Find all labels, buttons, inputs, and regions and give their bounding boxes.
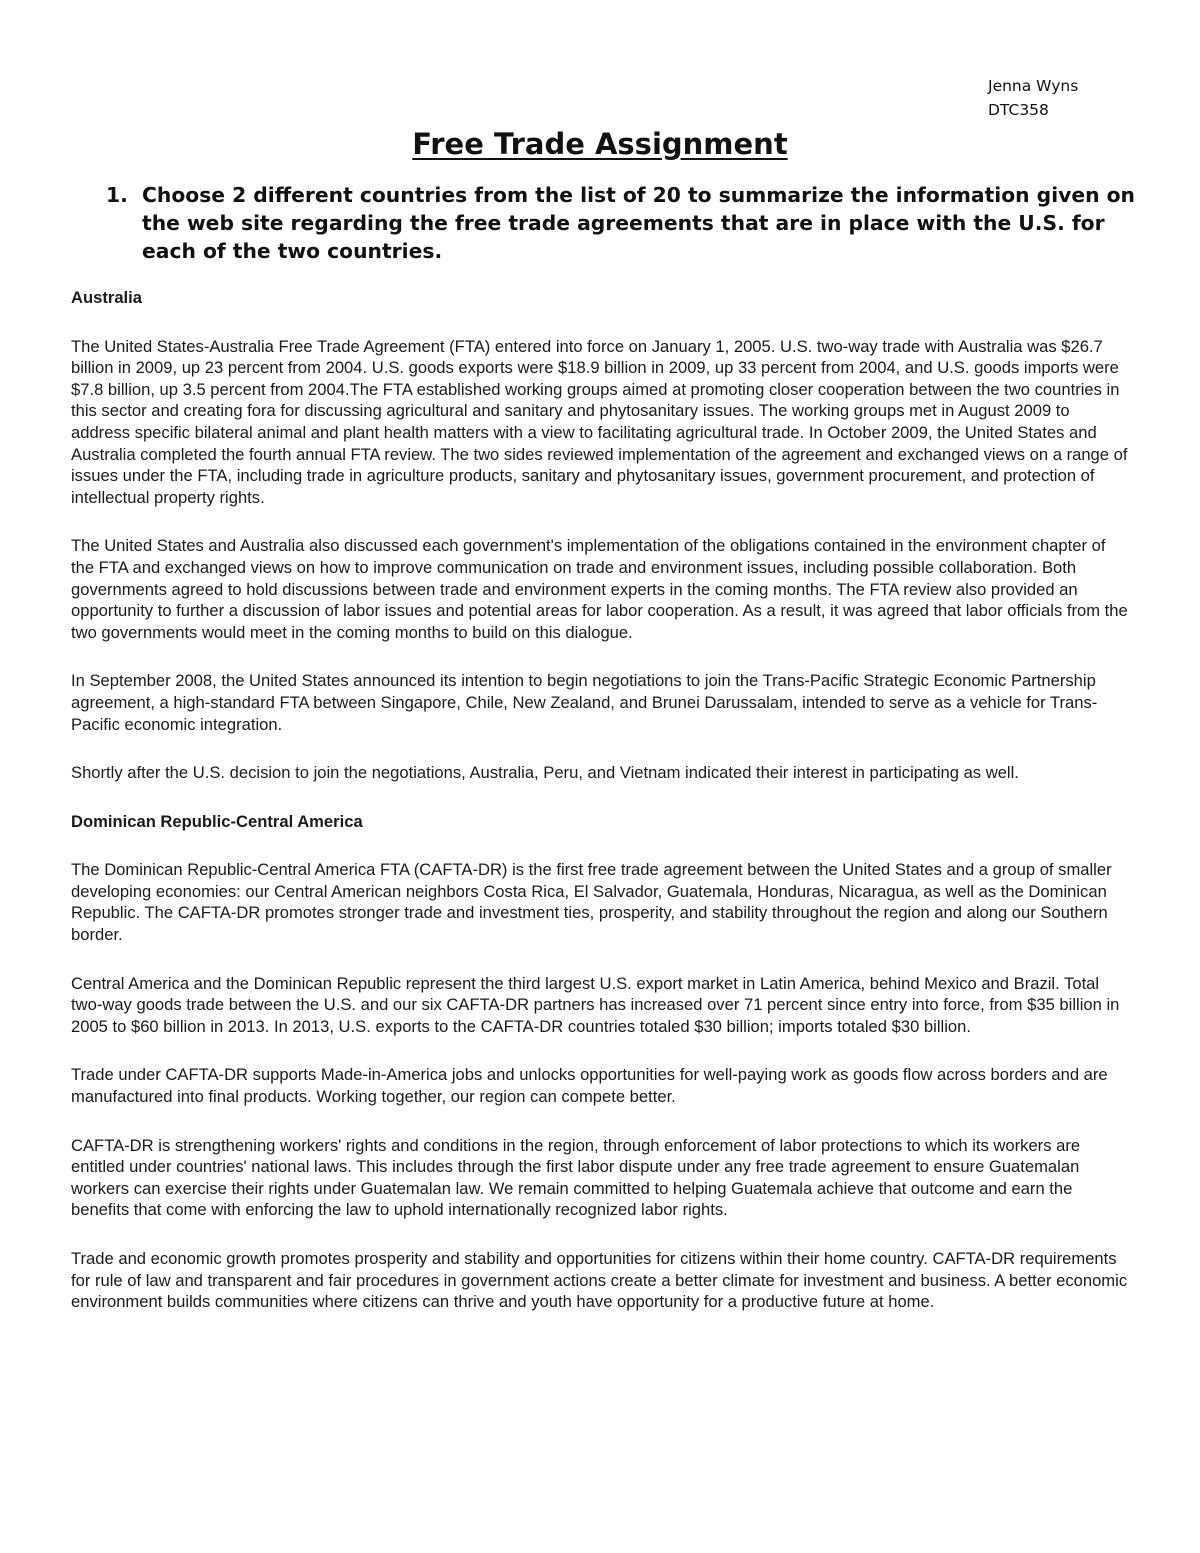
paragraph: Trade under CAFTA-DR supports Made-in-America jobs and unlocks opportunities for well-paying work as goods flow across borders and are manufactured into final products. Working together, our region can compete better.: [71, 1065, 1108, 1107]
course-code: DTC358: [988, 101, 1049, 119]
author-block: [988, 74, 1078, 122]
paragraph: In September 2008, the United States announced its intention to begin negotiations to join the Trans-Pacific Strategic Economic Partnership agreement, a high-standard FTA between Singapore, Chile, New Zealand, and Brunei Darussalam, intended to serve as a vehicle for Trans-Pacific economic integration.: [71, 671, 1098, 734]
paragraph: CAFTA-DR is strengthening workers' rights and conditions in the region, through enforcement of labor protections to which its workers are entitled under countries' national laws. This includes through the first labor dispute under any free trade agreement to ensure Guatemalan workers can exercise their rights under Guatemalan law. We remain committed to helping Guatemala achieve that outcome and earn the benefits that come with enforcing the law to uphold internationally recognized labor rights.: [71, 1135, 1081, 1220]
question-text: Choose 2 different countries from the list of 20 to summarize the information given on the web site regarding the free trade agreements that are in place with the U.S. for each of the two countries.: [142, 183, 1135, 263]
section-heading-cafta-dr: Dominican Republic-Central America: [71, 811, 363, 831]
document-body: [71, 287, 1133, 1313]
paragraph: Shortly after the U.S. decision to join the negotiations, Australia, Peru, and Vietnam indicated their interest in participating as well.: [71, 763, 1019, 783]
question-item: [106, 181, 1146, 265]
paragraph: Central America and the Dominican Republic represent the third largest U.S. export market in Latin America, behind Mexico and Brazil. Total two-way goods trade between the U.S. and our six CAFTA-DR partners has increased over 71 percent since entry into force, from $35 billion in 2005 to $60 billion in 2013. In 2013, U.S. exports to the CAFTA-DR countries totaled $30 billion; imports totaled $30 billion.: [71, 973, 1120, 1036]
paragraph: Trade and economic growth promotes prosperity and stability and opportunities for citizens within their home country. CAFTA-DR requirements for rule of law and transparent and fair procedures in government actions create a better climate for investment and business. A better economic environment builds communities where citizens can thrive and youth have opportunity for a productive future at home.: [71, 1249, 1128, 1312]
paragraph: The Dominican Republic-Central America FTA (CAFTA-DR) is the first free trade agreement between the United States and a group of smaller developing economies: our Central American neighbors Costa Rica, El Salvador, Guatemala, Honduras, Nicaragua, as well as the Dominican Republic. The CAFTA-DR promotes stronger trade and investment ties, prosperity, and stability throughout the region and along our Southern border.: [71, 860, 1112, 945]
paragraph: The United States and Australia also discussed each government's implementation of the obligations contained in the environment chapter of the FTA and exchanged views on how to improve communication on trade and environment issues, including possible collaboration. Both governments agreed to hold discussions between trade and environment experts in the coming months. The FTA review also provided an opportunity to further a discussion of labor issues and potential areas for labor cooperation. As a result, it was agreed that labor officials from the two governments would meet in the coming months to build on this dialogue.: [71, 536, 1128, 642]
author-name: Jenna Wyns: [988, 77, 1079, 95]
section-heading-australia: Australia: [71, 288, 143, 307]
page-title: Free Trade Assignment: [412, 127, 788, 161]
paragraph: The United States-Australia Free Trade Agreement (FTA) entered into force on January 1, 2005. U.S. two-way trade with Australia was $26.7 billion in 2009, up 23 percent from 2004. U.S. goods exports were $18.9 billion in 2009, up 33 percent from 2004, and U.S. goods imports were $7.8 billion, up 3.5 percent from 2004.The FTA established working groups aimed at promoting closer cooperation between the two countries in this sector and creating fora for discussing agricultural and sanitary and phytosanitary issues. The working groups met in August 2009 to address specific bilateral animal and plant health matters with a view to facilitating agricultural trade. In October 2009, the United States and Australia completed the fourth annual FTA review. The two sides reviewed implementation of the agreement and exchanged views on a range of issues under the FTA, including trade in agriculture products, sanitary and phytosanitary issues, government procurement, and protection of intellectual property rights.: [71, 336, 1128, 507]
question-number: 1.: [106, 183, 128, 207]
